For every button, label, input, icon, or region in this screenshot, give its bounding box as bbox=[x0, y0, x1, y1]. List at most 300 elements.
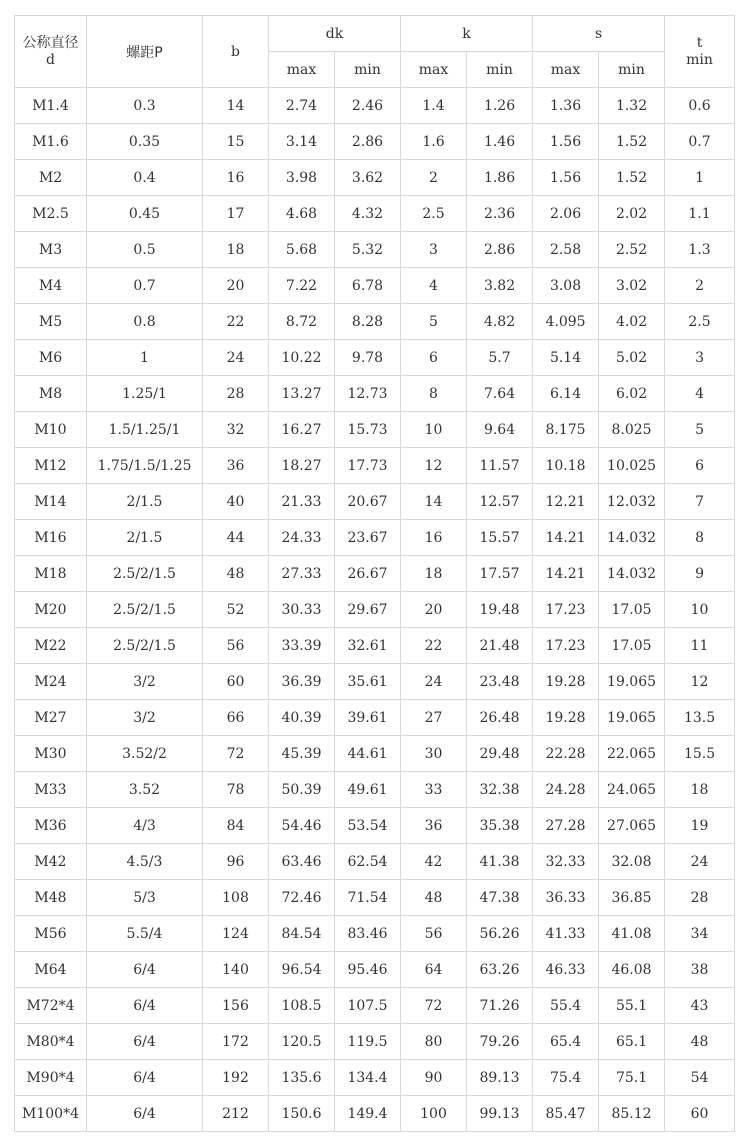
cell-t-min: 9 bbox=[665, 556, 735, 592]
cell-s-min: 55.1 bbox=[599, 988, 665, 1024]
cell-pitch: 4/3 bbox=[87, 808, 203, 844]
cell-s-max: 4.095 bbox=[533, 304, 599, 340]
table-row bbox=[15, 232, 735, 268]
cell-s-max: 8.175 bbox=[533, 412, 599, 448]
cell-t-min: 11 bbox=[665, 628, 735, 664]
cell-s-min: 27.065 bbox=[599, 808, 665, 844]
cell-k-min: 99.13 bbox=[467, 1096, 533, 1132]
cell-dk-min: 149.4 bbox=[335, 1096, 401, 1132]
cell-dk-max: 24.33 bbox=[269, 520, 335, 556]
cell-pitch: 5/3 bbox=[87, 880, 203, 916]
cell-b: 20 bbox=[203, 268, 269, 304]
cell-pitch: 1.5/1.25/1 bbox=[87, 412, 203, 448]
cell-dk-max: 50.39 bbox=[269, 772, 335, 808]
cell-dk-min: 9.78 bbox=[335, 340, 401, 376]
header-s-min: min bbox=[599, 52, 665, 88]
cell-k-min: 23.48 bbox=[467, 664, 533, 700]
cell-t-min: 0.7 bbox=[665, 124, 735, 160]
cell-dk-max: 3.98 bbox=[269, 160, 335, 196]
cell-dk-max: 96.54 bbox=[269, 952, 335, 988]
cell-s-min: 3.02 bbox=[599, 268, 665, 304]
cell-dk-min: 26.67 bbox=[335, 556, 401, 592]
cell-dk-min: 53.54 bbox=[335, 808, 401, 844]
cell-k-max: 3 bbox=[401, 232, 467, 268]
cell-s-max: 24.28 bbox=[533, 772, 599, 808]
cell-k-max: 18 bbox=[401, 556, 467, 592]
cell-d: M2 bbox=[15, 160, 87, 196]
cell-dk-min: 29.67 bbox=[335, 592, 401, 628]
header-d-symbol: d bbox=[46, 51, 55, 68]
cell-pitch: 0.35 bbox=[87, 124, 203, 160]
table-row bbox=[15, 1060, 735, 1096]
cell-t-min: 13.5 bbox=[665, 700, 735, 736]
cell-dk-min: 15.73 bbox=[335, 412, 401, 448]
cell-k-max: 2 bbox=[401, 160, 467, 196]
cell-d: M24 bbox=[15, 664, 87, 700]
header-b: b bbox=[203, 16, 269, 88]
cell-s-min: 32.08 bbox=[599, 844, 665, 880]
header-k-min: min bbox=[467, 52, 533, 88]
table-row bbox=[15, 160, 735, 196]
cell-s-min: 19.065 bbox=[599, 664, 665, 700]
cell-s-max: 2.06 bbox=[533, 196, 599, 232]
spec-table bbox=[14, 15, 735, 1132]
cell-k-min: 1.46 bbox=[467, 124, 533, 160]
cell-dk-min: 8.28 bbox=[335, 304, 401, 340]
cell-t-min: 15.5 bbox=[665, 736, 735, 772]
cell-k-min: 12.57 bbox=[467, 484, 533, 520]
header-t-symbol: t bbox=[696, 34, 703, 51]
table-row bbox=[15, 1024, 735, 1060]
cell-s-min: 5.02 bbox=[599, 340, 665, 376]
cell-k-min: 89.13 bbox=[467, 1060, 533, 1096]
table-row bbox=[15, 124, 735, 160]
table-row bbox=[15, 628, 735, 664]
cell-pitch: 4.5/3 bbox=[87, 844, 203, 880]
cell-s-max: 19.28 bbox=[533, 664, 599, 700]
cell-pitch: 1.75/1.5/1.25 bbox=[87, 448, 203, 484]
cell-s-max: 32.33 bbox=[533, 844, 599, 880]
cell-b: 56 bbox=[203, 628, 269, 664]
cell-b: 96 bbox=[203, 844, 269, 880]
cell-k-min: 15.57 bbox=[467, 520, 533, 556]
cell-s-min: 1.32 bbox=[599, 88, 665, 124]
table-row bbox=[15, 916, 735, 952]
cell-s-min: 36.85 bbox=[599, 880, 665, 916]
cell-b: 52 bbox=[203, 592, 269, 628]
cell-k-max: 33 bbox=[401, 772, 467, 808]
cell-k-min: 32.38 bbox=[467, 772, 533, 808]
cell-s-min: 2.52 bbox=[599, 232, 665, 268]
cell-dk-min: 12.73 bbox=[335, 376, 401, 412]
cell-dk-min: 134.4 bbox=[335, 1060, 401, 1096]
table-body bbox=[15, 88, 735, 1132]
cell-k-max: 48 bbox=[401, 880, 467, 916]
cell-k-max: 4 bbox=[401, 268, 467, 304]
header-t-min bbox=[665, 16, 735, 88]
cell-k-max: 100 bbox=[401, 1096, 467, 1132]
cell-k-min: 41.38 bbox=[467, 844, 533, 880]
cell-t-min: 4 bbox=[665, 376, 735, 412]
cell-b: 18 bbox=[203, 232, 269, 268]
cell-dk-max: 16.27 bbox=[269, 412, 335, 448]
cell-dk-max: 108.5 bbox=[269, 988, 335, 1024]
cell-s-max: 5.14 bbox=[533, 340, 599, 376]
cell-s-min: 17.05 bbox=[599, 592, 665, 628]
cell-dk-min: 39.61 bbox=[335, 700, 401, 736]
cell-b: 24 bbox=[203, 340, 269, 376]
cell-k-min: 11.57 bbox=[467, 448, 533, 484]
cell-k-max: 27 bbox=[401, 700, 467, 736]
cell-s-min: 22.065 bbox=[599, 736, 665, 772]
cell-s-max: 22.28 bbox=[533, 736, 599, 772]
cell-s-max: 41.33 bbox=[533, 916, 599, 952]
cell-k-min: 47.38 bbox=[467, 880, 533, 916]
cell-s-max: 1.56 bbox=[533, 160, 599, 196]
cell-d: M16 bbox=[15, 520, 87, 556]
cell-s-min: 1.52 bbox=[599, 124, 665, 160]
cell-s-min: 19.065 bbox=[599, 700, 665, 736]
header-k: k bbox=[401, 16, 533, 52]
cell-d: M4 bbox=[15, 268, 87, 304]
cell-k-min: 79.26 bbox=[467, 1024, 533, 1060]
table-row bbox=[15, 772, 735, 808]
cell-pitch: 3.52/2 bbox=[87, 736, 203, 772]
cell-t-min: 43 bbox=[665, 988, 735, 1024]
cell-k-max: 1.6 bbox=[401, 124, 467, 160]
cell-s-min: 12.032 bbox=[599, 484, 665, 520]
cell-k-min: 3.82 bbox=[467, 268, 533, 304]
cell-s-min: 1.52 bbox=[599, 160, 665, 196]
cell-pitch: 3/2 bbox=[87, 700, 203, 736]
cell-s-max: 85.47 bbox=[533, 1096, 599, 1132]
cell-b: 28 bbox=[203, 376, 269, 412]
cell-b: 14 bbox=[203, 88, 269, 124]
cell-t-min: 18 bbox=[665, 772, 735, 808]
cell-dk-max: 72.46 bbox=[269, 880, 335, 916]
cell-dk-max: 5.68 bbox=[269, 232, 335, 268]
cell-dk-max: 4.68 bbox=[269, 196, 335, 232]
cell-k-min: 63.26 bbox=[467, 952, 533, 988]
cell-k-max: 1.4 bbox=[401, 88, 467, 124]
table-row bbox=[15, 952, 735, 988]
table-row bbox=[15, 448, 735, 484]
cell-pitch: 6/4 bbox=[87, 988, 203, 1024]
cell-dk-min: 3.62 bbox=[335, 160, 401, 196]
cell-k-min: 4.82 bbox=[467, 304, 533, 340]
cell-s-max: 12.21 bbox=[533, 484, 599, 520]
cell-k-min: 56.26 bbox=[467, 916, 533, 952]
table-row bbox=[15, 808, 735, 844]
cell-t-min: 3 bbox=[665, 340, 735, 376]
cell-s-max: 65.4 bbox=[533, 1024, 599, 1060]
cell-b: 22 bbox=[203, 304, 269, 340]
cell-s-max: 3.08 bbox=[533, 268, 599, 304]
cell-b: 48 bbox=[203, 556, 269, 592]
cell-b: 32 bbox=[203, 412, 269, 448]
cell-s-min: 65.1 bbox=[599, 1024, 665, 1060]
cell-pitch: 2/1.5 bbox=[87, 484, 203, 520]
cell-b: 84 bbox=[203, 808, 269, 844]
cell-dk-min: 35.61 bbox=[335, 664, 401, 700]
cell-k-max: 80 bbox=[401, 1024, 467, 1060]
header-pitch: 螺距P bbox=[87, 16, 203, 88]
cell-k-max: 2.5 bbox=[401, 196, 467, 232]
cell-s-min: 10.025 bbox=[599, 448, 665, 484]
cell-dk-max: 45.39 bbox=[269, 736, 335, 772]
table-row bbox=[15, 520, 735, 556]
cell-k-min: 9.64 bbox=[467, 412, 533, 448]
cell-pitch: 2.5/2/1.5 bbox=[87, 628, 203, 664]
table-row bbox=[15, 340, 735, 376]
cell-k-max: 20 bbox=[401, 592, 467, 628]
header-s: s bbox=[533, 16, 665, 52]
cell-d: M42 bbox=[15, 844, 87, 880]
cell-pitch: 2/1.5 bbox=[87, 520, 203, 556]
cell-pitch: 2.5/2/1.5 bbox=[87, 556, 203, 592]
table-row bbox=[15, 880, 735, 916]
cell-d: M2.5 bbox=[15, 196, 87, 232]
table-row bbox=[15, 196, 735, 232]
cell-k-max: 14 bbox=[401, 484, 467, 520]
header-dk: dk bbox=[269, 16, 401, 52]
cell-pitch: 6/4 bbox=[87, 952, 203, 988]
cell-t-min: 24 bbox=[665, 844, 735, 880]
cell-k-max: 42 bbox=[401, 844, 467, 880]
cell-b: 15 bbox=[203, 124, 269, 160]
cell-k-max: 36 bbox=[401, 808, 467, 844]
cell-d: M72*4 bbox=[15, 988, 87, 1024]
cell-k-min: 21.48 bbox=[467, 628, 533, 664]
cell-d: M1.6 bbox=[15, 124, 87, 160]
cell-s-max: 14.21 bbox=[533, 556, 599, 592]
cell-b: 16 bbox=[203, 160, 269, 196]
cell-k-max: 56 bbox=[401, 916, 467, 952]
cell-b: 36 bbox=[203, 448, 269, 484]
cell-dk-max: 150.6 bbox=[269, 1096, 335, 1132]
cell-b: 172 bbox=[203, 1024, 269, 1060]
cell-dk-min: 20.67 bbox=[335, 484, 401, 520]
cell-d: M3 bbox=[15, 232, 87, 268]
cell-k-max: 16 bbox=[401, 520, 467, 556]
cell-dk-min: 4.32 bbox=[335, 196, 401, 232]
cell-dk-max: 7.22 bbox=[269, 268, 335, 304]
cell-pitch: 1.25/1 bbox=[87, 376, 203, 412]
cell-b: 17 bbox=[203, 196, 269, 232]
cell-s-max: 17.23 bbox=[533, 628, 599, 664]
table-row bbox=[15, 592, 735, 628]
cell-t-min: 60 bbox=[665, 1096, 735, 1132]
cell-k-min: 2.86 bbox=[467, 232, 533, 268]
header-s-max: max bbox=[533, 52, 599, 88]
cell-pitch: 6/4 bbox=[87, 1096, 203, 1132]
cell-t-min: 5 bbox=[665, 412, 735, 448]
cell-dk-min: 5.32 bbox=[335, 232, 401, 268]
cell-d: M56 bbox=[15, 916, 87, 952]
cell-s-max: 2.58 bbox=[533, 232, 599, 268]
cell-k-max: 10 bbox=[401, 412, 467, 448]
cell-dk-min: 83.46 bbox=[335, 916, 401, 952]
cell-b: 78 bbox=[203, 772, 269, 808]
cell-s-min: 8.025 bbox=[599, 412, 665, 448]
cell-dk-min: 119.5 bbox=[335, 1024, 401, 1060]
cell-d: M33 bbox=[15, 772, 87, 808]
cell-pitch: 2.5/2/1.5 bbox=[87, 592, 203, 628]
cell-pitch: 0.5 bbox=[87, 232, 203, 268]
cell-s-max: 19.28 bbox=[533, 700, 599, 736]
cell-k-min: 26.48 bbox=[467, 700, 533, 736]
cell-s-min: 14.032 bbox=[599, 556, 665, 592]
cell-s-max: 14.21 bbox=[533, 520, 599, 556]
cell-t-min: 38 bbox=[665, 952, 735, 988]
cell-t-min: 8 bbox=[665, 520, 735, 556]
cell-t-min: 1.3 bbox=[665, 232, 735, 268]
cell-dk-max: 8.72 bbox=[269, 304, 335, 340]
cell-d: M22 bbox=[15, 628, 87, 664]
cell-k-min: 19.48 bbox=[467, 592, 533, 628]
cell-dk-min: 107.5 bbox=[335, 988, 401, 1024]
cell-t-min: 19 bbox=[665, 808, 735, 844]
cell-b: 212 bbox=[203, 1096, 269, 1132]
cell-k-min: 7.64 bbox=[467, 376, 533, 412]
cell-t-min: 54 bbox=[665, 1060, 735, 1096]
cell-pitch: 6/4 bbox=[87, 1024, 203, 1060]
cell-dk-max: 84.54 bbox=[269, 916, 335, 952]
cell-b: 72 bbox=[203, 736, 269, 772]
cell-s-min: 85.12 bbox=[599, 1096, 665, 1132]
cell-pitch: 0.7 bbox=[87, 268, 203, 304]
cell-b: 156 bbox=[203, 988, 269, 1024]
cell-dk-min: 49.61 bbox=[335, 772, 401, 808]
cell-s-max: 36.33 bbox=[533, 880, 599, 916]
cell-b: 44 bbox=[203, 520, 269, 556]
cell-k-max: 22 bbox=[401, 628, 467, 664]
cell-t-min: 28 bbox=[665, 880, 735, 916]
cell-b: 60 bbox=[203, 664, 269, 700]
cell-dk-min: 17.73 bbox=[335, 448, 401, 484]
cell-d: M64 bbox=[15, 952, 87, 988]
cell-dk-max: 33.39 bbox=[269, 628, 335, 664]
table-row bbox=[15, 304, 735, 340]
cell-pitch: 1 bbox=[87, 340, 203, 376]
cell-dk-min: 2.46 bbox=[335, 88, 401, 124]
table-row bbox=[15, 844, 735, 880]
cell-dk-max: 10.22 bbox=[269, 340, 335, 376]
cell-dk-max: 40.39 bbox=[269, 700, 335, 736]
cell-b: 108 bbox=[203, 880, 269, 916]
cell-k-min: 1.26 bbox=[467, 88, 533, 124]
cell-s-max: 75.4 bbox=[533, 1060, 599, 1096]
cell-s-min: 41.08 bbox=[599, 916, 665, 952]
cell-b: 66 bbox=[203, 700, 269, 736]
table-row bbox=[15, 736, 735, 772]
cell-k-max: 5 bbox=[401, 304, 467, 340]
cell-k-max: 8 bbox=[401, 376, 467, 412]
cell-t-min: 1.1 bbox=[665, 196, 735, 232]
cell-t-min: 7 bbox=[665, 484, 735, 520]
header-d-label: 公称直径 bbox=[22, 34, 79, 51]
cell-d: M6 bbox=[15, 340, 87, 376]
cell-pitch: 0.4 bbox=[87, 160, 203, 196]
cell-s-max: 17.23 bbox=[533, 592, 599, 628]
cell-s-max: 1.36 bbox=[533, 88, 599, 124]
cell-s-min: 14.032 bbox=[599, 520, 665, 556]
cell-pitch: 3.52 bbox=[87, 772, 203, 808]
cell-dk-min: 23.67 bbox=[335, 520, 401, 556]
cell-t-min: 10 bbox=[665, 592, 735, 628]
cell-d: M27 bbox=[15, 700, 87, 736]
cell-b: 40 bbox=[203, 484, 269, 520]
cell-k-max: 30 bbox=[401, 736, 467, 772]
table-row bbox=[15, 484, 735, 520]
cell-k-min: 29.48 bbox=[467, 736, 533, 772]
cell-d: M8 bbox=[15, 376, 87, 412]
table-row bbox=[15, 556, 735, 592]
cell-k-min: 35.38 bbox=[467, 808, 533, 844]
cell-d: M20 bbox=[15, 592, 87, 628]
cell-s-min: 24.065 bbox=[599, 772, 665, 808]
cell-k-min: 1.86 bbox=[467, 160, 533, 196]
cell-k-min: 17.57 bbox=[467, 556, 533, 592]
cell-k-min: 71.26 bbox=[467, 988, 533, 1024]
cell-k-max: 6 bbox=[401, 340, 467, 376]
cell-dk-min: 2.86 bbox=[335, 124, 401, 160]
cell-dk-max: 21.33 bbox=[269, 484, 335, 520]
cell-d: M90*4 bbox=[15, 1060, 87, 1096]
cell-d: M80*4 bbox=[15, 1024, 87, 1060]
cell-s-max: 27.28 bbox=[533, 808, 599, 844]
cell-s-max: 1.56 bbox=[533, 124, 599, 160]
cell-dk-max: 30.33 bbox=[269, 592, 335, 628]
cell-d: M10 bbox=[15, 412, 87, 448]
cell-b: 140 bbox=[203, 952, 269, 988]
cell-d: M18 bbox=[15, 556, 87, 592]
cell-dk-min: 71.54 bbox=[335, 880, 401, 916]
cell-dk-min: 95.46 bbox=[335, 952, 401, 988]
cell-d: M14 bbox=[15, 484, 87, 520]
cell-t-min: 2.5 bbox=[665, 304, 735, 340]
cell-dk-max: 2.74 bbox=[269, 88, 335, 124]
cell-s-min: 4.02 bbox=[599, 304, 665, 340]
cell-k-max: 72 bbox=[401, 988, 467, 1024]
cell-dk-max: 54.46 bbox=[269, 808, 335, 844]
cell-k-max: 64 bbox=[401, 952, 467, 988]
cell-pitch: 0.3 bbox=[87, 88, 203, 124]
cell-d: M5 bbox=[15, 304, 87, 340]
cell-t-min: 12 bbox=[665, 664, 735, 700]
cell-pitch: 6/4 bbox=[87, 1060, 203, 1096]
cell-k-max: 90 bbox=[401, 1060, 467, 1096]
cell-pitch: 5.5/4 bbox=[87, 916, 203, 952]
table-row bbox=[15, 376, 735, 412]
table-row bbox=[15, 700, 735, 736]
cell-pitch: 0.45 bbox=[87, 196, 203, 232]
header-t-min-label: min bbox=[686, 51, 713, 68]
table-row bbox=[15, 664, 735, 700]
cell-d: M30 bbox=[15, 736, 87, 772]
cell-d: M12 bbox=[15, 448, 87, 484]
table-row bbox=[15, 88, 735, 124]
cell-s-min: 2.02 bbox=[599, 196, 665, 232]
cell-dk-max: 27.33 bbox=[269, 556, 335, 592]
cell-t-min: 2 bbox=[665, 268, 735, 304]
cell-s-min: 46.08 bbox=[599, 952, 665, 988]
cell-dk-min: 32.61 bbox=[335, 628, 401, 664]
cell-t-min: 6 bbox=[665, 448, 735, 484]
cell-dk-max: 18.27 bbox=[269, 448, 335, 484]
header-k-max: max bbox=[401, 52, 467, 88]
cell-b: 192 bbox=[203, 1060, 269, 1096]
